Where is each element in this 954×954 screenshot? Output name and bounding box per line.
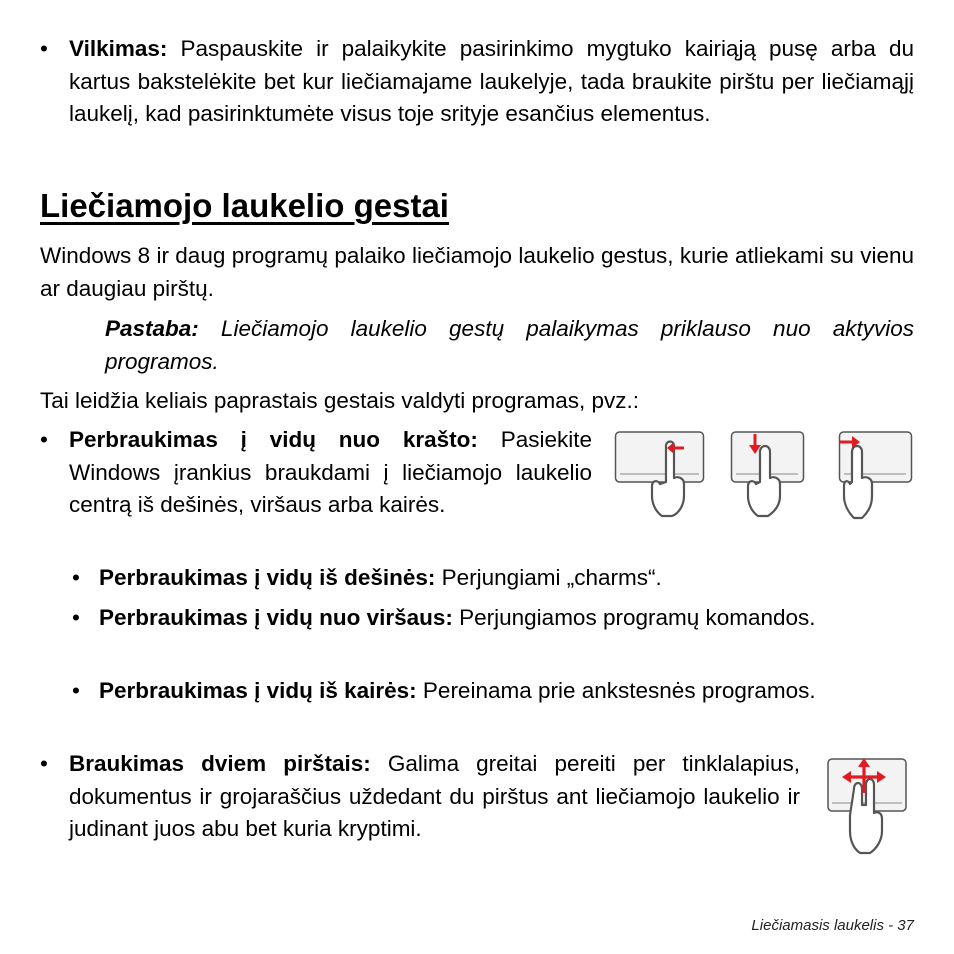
bullet: • bbox=[72, 605, 80, 630]
sub-item-right bbox=[99, 562, 914, 595]
two-finger-text: Galima greitai pereiti per tinklalapius, dokumentus ir grojaraščius uždedant du pirštus ant liečiamojo laukelio ir judinant juos abu bet kuria kryptimi. bbox=[69, 751, 800, 841]
two-finger-swipe-icon bbox=[826, 755, 910, 859]
note-text: Liečiamojo laukelio gestų palaikymas priklauso nuo aktyvios programos. bbox=[105, 316, 914, 374]
intro-paragraph: Windows 8 ir daug programų palaiko liečiamojo laukelio gestus, kurie atliekami su vienu ar daugiau pirštų. bbox=[40, 243, 914, 301]
sub-item-text: Perjungiamos programų komandos. bbox=[452, 605, 816, 630]
sub-item-text: Pereinama prie ankstesnės programos. bbox=[416, 678, 816, 703]
swipe-from-top-icon bbox=[730, 430, 808, 522]
drag-term: Vilkimas: bbox=[69, 36, 168, 61]
note-label: Pastaba: bbox=[105, 316, 199, 341]
sub-item-left bbox=[99, 675, 914, 708]
two-finger-term: Braukimas dviem pirštais: bbox=[69, 751, 371, 776]
sub-item-term: Perbraukimas į vidų iš kairės: bbox=[99, 678, 417, 703]
lead-paragraph: Tai leidžia keliais paprastais gestais valdyti programas, pvz.: bbox=[40, 388, 640, 413]
note-paragraph bbox=[105, 313, 914, 378]
page-footer: Liečiamasis laukelis - 37 bbox=[751, 917, 914, 934]
two-finger-paragraph bbox=[69, 748, 800, 846]
drag-text: Paspauskite ir palaikykite pasirinkimo mygtuko kairiąją pusę arba du kartus bakstelėkite bet kur liečiamajame laukelyje, tada braukite pirštu per liečiamąjį laukelį, kad pasirinktumėte visus toje srityje esančius elementus. bbox=[69, 36, 914, 126]
swipe-from-left-icon bbox=[838, 430, 916, 522]
edge-swipe-paragraph bbox=[69, 424, 592, 522]
edge-swipe-term: Perbraukimas į vidų nuo krašto: bbox=[69, 427, 478, 452]
sub-item-term: Perbraukimas į vidų iš dešinės: bbox=[99, 565, 436, 590]
bullet: • bbox=[72, 565, 80, 590]
bullet: • bbox=[40, 427, 48, 452]
page-heading: Liečiamojo laukelio gestai bbox=[40, 187, 449, 224]
sub-item-top bbox=[99, 602, 914, 635]
sub-item-term: Perbraukimas į vidų nuo viršaus: bbox=[99, 605, 453, 630]
bullet: • bbox=[72, 678, 80, 703]
drag-paragraph bbox=[69, 33, 914, 131]
bullet: • bbox=[40, 751, 48, 776]
swipe-from-right-icon bbox=[614, 430, 706, 522]
sub-item-text: Perjungiami „charms“. bbox=[435, 565, 662, 590]
bullet: • bbox=[40, 36, 48, 61]
edge-swipe-text: Pasiekite Windows įrankius braukdami į liečiamojo laukelio centrą iš dešinės, viršaus arba kairės. bbox=[69, 427, 592, 517]
